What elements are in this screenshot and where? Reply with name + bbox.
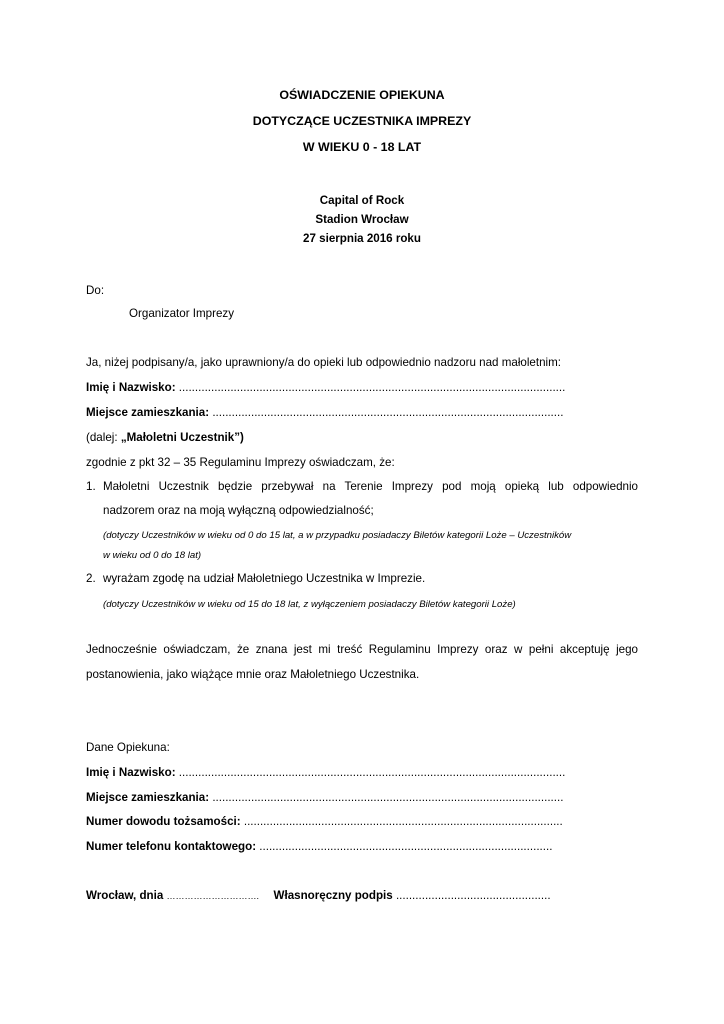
- item-2-line-1: wyrażam zgodę na udział Małoletniego Uczestnika w Imprezie.: [103, 572, 426, 585]
- guardian-name-label: Imię i Nazwisko:: [86, 766, 176, 779]
- item-1-line-2: nadzorem oraz na moją wyłączną odpowiedzialność;: [103, 504, 374, 517]
- guardian-name-row: [86, 766, 565, 780]
- guardian-id-row: [86, 815, 563, 829]
- alias-row: [86, 431, 244, 445]
- item-2-number: 2.: [86, 572, 96, 585]
- item-1-note-2: w wieku od 0 do 18 lat): [103, 550, 202, 561]
- acceptance-line-1: Jednocześnie oświadczam, że znana jest mi treść Regulaminu Imprezy oraz w pełni akceptuję jego: [86, 643, 638, 656]
- minor-residence-row: [86, 406, 563, 420]
- addressee-label: Do:: [86, 284, 105, 297]
- item-2-note-1: (dotyczy Uczestników w wieku od 15 do 18 lat, z wyłączeniem posiadaczy Biletów kategorii Loże): [103, 599, 516, 610]
- item-1-number: 1.: [86, 480, 96, 493]
- place-date-label: Wrocław, dnia: [86, 889, 164, 902]
- guardian-residence-label: Miejsce zamieszkania:: [86, 791, 210, 804]
- title-line-1: OŚWIADCZENIE OPIEKUNA: [279, 88, 445, 102]
- acceptance-line-2: postanowienia, jako wiążące mnie oraz Małoletniego Uczestnika.: [86, 668, 420, 681]
- minor-name-row: [86, 381, 565, 395]
- guardian-id-field: ...................................................................................................: [243, 815, 563, 828]
- signature-label: Własnoręczny podpis: [273, 889, 393, 902]
- item-1-note-1: (dotyczy Uczestników w wieku od 0 do 15 lat, a w przypadku posiadaczy Biletów kategorii Loże – Uczestników: [103, 530, 572, 541]
- guardian-name-field: ........................................................................................................................: [178, 766, 566, 779]
- place-date-field: ………………………….: [166, 891, 260, 901]
- declaration-intro: Ja, niżej podpisany/a, jako uprawniony/a do opieki lub odpowiednio nadzoru nad małoletnim:: [86, 356, 562, 369]
- signature-row: [86, 889, 551, 903]
- addressee-recipient: Organizator Imprezy: [129, 307, 235, 320]
- alias-name: „Małoletni Uczestnik”): [120, 431, 244, 444]
- guardian-residence-field: .............................................................................................................: [212, 791, 564, 804]
- guardian-heading: Dane Opiekuna:: [86, 741, 170, 754]
- declaration-basis: zgodnie z pkt 32 – 35 Regulaminu Imprezy oświadczam, że:: [86, 456, 395, 469]
- guardian-phone-field: ...........................................................................................: [259, 840, 553, 853]
- alias-prefix: (dalej:: [86, 431, 121, 444]
- item-1-line-1: Małoletni Uczestnik będzie przebywał na Terenie Imprezy pod moją opieką lub odpowiednio: [103, 480, 638, 493]
- guardian-residence-row: [86, 791, 563, 805]
- minor-residence-field: .............................................................................................................: [212, 406, 564, 419]
- signature-field: ................................................: [395, 889, 551, 902]
- event-date: 27 sierpnia 2016 roku: [303, 232, 421, 245]
- event-name: Capital of Rock: [319, 194, 405, 207]
- guardian-phone-label: Numer telefonu kontaktowego:: [86, 840, 257, 853]
- minor-name-field: ........................................................................................................................: [178, 381, 566, 394]
- guardian-phone-row: [86, 840, 552, 854]
- title-line-3: W WIEKU 0 - 18 LAT: [302, 140, 422, 154]
- minor-name-label: Imię i Nazwisko:: [86, 381, 176, 394]
- minor-residence-label: Miejsce zamieszkania:: [86, 406, 210, 419]
- guardian-id-label: Numer dowodu tożsamości:: [86, 815, 241, 828]
- title-line-2: DOTYCZĄCE UCZESTNIKA IMPREZY: [252, 114, 472, 128]
- event-venue: Stadion Wrocław: [315, 213, 409, 226]
